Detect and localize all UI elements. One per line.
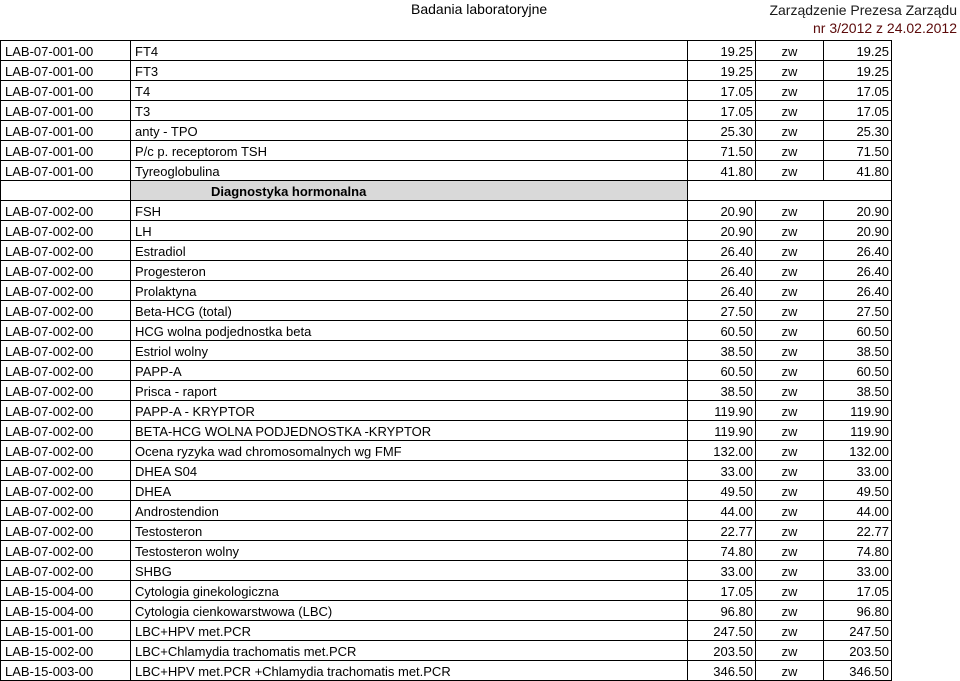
- procedure-code: LAB-07-001-00: [1, 41, 131, 61]
- test-name: FT4: [131, 41, 688, 61]
- price-gross: 119.90: [824, 421, 892, 441]
- procedure-code: LAB-15-001-00: [1, 621, 131, 641]
- vat-status: zw: [756, 101, 824, 121]
- table-row: [1, 641, 892, 661]
- price-gross: 38.50: [824, 341, 892, 361]
- table-row: [1, 501, 892, 521]
- vat-status: zw: [756, 581, 824, 601]
- section-title: Diagnostyka hormonalna: [131, 181, 688, 201]
- price: 60.50: [688, 361, 756, 381]
- price: 41.80: [688, 161, 756, 181]
- test-name: Cytologia cienkowarstwowa (LBC): [131, 601, 688, 621]
- test-name: PAPP-A: [131, 361, 688, 381]
- table-row: [1, 341, 892, 361]
- price-gross: 74.80: [824, 541, 892, 561]
- price-gross: 19.25: [824, 61, 892, 81]
- table-row: [1, 401, 892, 421]
- table-row: [1, 601, 892, 621]
- procedure-code: LAB-07-002-00: [1, 321, 131, 341]
- test-name: Estriol wolny: [131, 341, 688, 361]
- procedure-code: LAB-07-002-00: [1, 301, 131, 321]
- procedure-code: LAB-07-002-00: [1, 241, 131, 261]
- vat-status: zw: [756, 341, 824, 361]
- price: 20.90: [688, 201, 756, 221]
- price: 19.25: [688, 61, 756, 81]
- test-name: Androstendion: [131, 501, 688, 521]
- vat-status: zw: [756, 601, 824, 621]
- vat-status: zw: [756, 161, 824, 181]
- regulation-line-2: nr 3/2012 z 24.02.2012: [812, 20, 957, 36]
- price-gross: 71.50: [824, 141, 892, 161]
- price-gross: 17.05: [824, 81, 892, 101]
- test-name: Prisca - raport: [131, 381, 688, 401]
- price: 132.00: [688, 441, 756, 461]
- price-gross: 20.90: [824, 221, 892, 241]
- price-gross: 41.80: [824, 161, 892, 181]
- price-gross: 60.50: [824, 361, 892, 381]
- test-name: Beta-HCG (total): [131, 301, 688, 321]
- procedure-code: LAB-07-002-00: [1, 561, 131, 581]
- procedure-code: LAB-07-002-00: [1, 381, 131, 401]
- price-table-body: [1, 41, 892, 681]
- table-row: [1, 261, 892, 281]
- price-gross: 38.50: [824, 381, 892, 401]
- price: 96.80: [688, 601, 756, 621]
- procedure-code: LAB-15-003-00: [1, 661, 131, 681]
- price: 17.05: [688, 581, 756, 601]
- price: 17.05: [688, 81, 756, 101]
- regulation-reference: [769, 1, 957, 37]
- price: 44.00: [688, 501, 756, 521]
- table-row: [1, 521, 892, 541]
- vat-status: zw: [756, 41, 824, 61]
- procedure-code: LAB-07-002-00: [1, 201, 131, 221]
- procedure-code: LAB-07-001-00: [1, 81, 131, 101]
- test-name: Ocena ryzyka wad chromosomalnych wg FMF: [131, 441, 688, 461]
- price-gross: 17.05: [824, 101, 892, 121]
- procedure-code: LAB-15-004-00: [1, 601, 131, 621]
- price-gross: 25.30: [824, 121, 892, 141]
- table-row: [1, 81, 892, 101]
- price-table: [0, 40, 892, 681]
- test-name: LBC+HPV met.PCR +Chlamydia trachomatis met.PCR: [131, 661, 688, 681]
- test-name: DHEA S04: [131, 461, 688, 481]
- test-name: T4: [131, 81, 688, 101]
- price-gross: 247.50: [824, 621, 892, 641]
- table-row: [1, 361, 892, 381]
- price: 26.40: [688, 241, 756, 261]
- test-name: FT3: [131, 61, 688, 81]
- price: 60.50: [688, 321, 756, 341]
- table-row: [1, 101, 892, 121]
- price: 22.77: [688, 521, 756, 541]
- price-gross: 19.25: [824, 41, 892, 61]
- vat-status: zw: [756, 81, 824, 101]
- procedure-code: LAB-07-002-00: [1, 421, 131, 441]
- procedure-code: LAB-15-002-00: [1, 641, 131, 661]
- price: 20.90: [688, 221, 756, 241]
- test-name: Testosteron: [131, 521, 688, 541]
- procedure-code: LAB-07-002-00: [1, 541, 131, 561]
- procedure-code: LAB-07-001-00: [1, 141, 131, 161]
- vat-status: zw: [756, 621, 824, 641]
- test-name: DHEA: [131, 481, 688, 501]
- table-row: [1, 441, 892, 461]
- price: 247.50: [688, 621, 756, 641]
- vat-status: zw: [756, 201, 824, 221]
- procedure-code: LAB-07-002-00: [1, 401, 131, 421]
- table-row: [1, 621, 892, 641]
- vat-status: zw: [756, 241, 824, 261]
- price-gross: 119.90: [824, 401, 892, 421]
- test-name: Progesteron: [131, 261, 688, 281]
- procedure-code: LAB-15-004-00: [1, 581, 131, 601]
- vat-status: zw: [756, 521, 824, 541]
- vat-status: zw: [756, 441, 824, 461]
- price: 74.80: [688, 541, 756, 561]
- price: 203.50: [688, 641, 756, 661]
- test-name: PAPP-A - KRYPTOR: [131, 401, 688, 421]
- test-name: anty - TPO: [131, 121, 688, 141]
- price-gross: 96.80: [824, 601, 892, 621]
- vat-status: zw: [756, 61, 824, 81]
- vat-status: zw: [756, 221, 824, 241]
- price-gross: 346.50: [824, 661, 892, 681]
- table-row: [1, 121, 892, 141]
- price-gross: 33.00: [824, 461, 892, 481]
- price: 27.50: [688, 301, 756, 321]
- document-title: Badania laboratoryjne: [411, 1, 548, 17]
- price: 19.25: [688, 41, 756, 61]
- test-name: Prolaktyna: [131, 281, 688, 301]
- price-gross: 33.00: [824, 561, 892, 581]
- vat-status: zw: [756, 661, 824, 681]
- vat-status: zw: [756, 361, 824, 381]
- price: 26.40: [688, 281, 756, 301]
- procedure-code: LAB-07-001-00: [1, 161, 131, 181]
- vat-status: zw: [756, 401, 824, 421]
- test-name: P/c p. receptorom TSH: [131, 141, 688, 161]
- test-name: T3: [131, 101, 688, 121]
- section-header-row: [1, 181, 892, 201]
- price: 33.00: [688, 561, 756, 581]
- vat-status: zw: [756, 301, 824, 321]
- price: 26.40: [688, 261, 756, 281]
- test-name: Cytologia ginekologiczna: [131, 581, 688, 601]
- test-name: HCG wolna podjednostka beta: [131, 321, 688, 341]
- vat-status: zw: [756, 261, 824, 281]
- table-row: [1, 301, 892, 321]
- vat-status: zw: [756, 321, 824, 341]
- table-row: [1, 321, 892, 341]
- test-name: Estradiol: [131, 241, 688, 261]
- price: 119.90: [688, 401, 756, 421]
- procedure-code: LAB-07-002-00: [1, 481, 131, 501]
- procedure-code: LAB-07-002-00: [1, 441, 131, 461]
- vat-status: zw: [756, 641, 824, 661]
- vat-status: zw: [756, 561, 824, 581]
- table-row: [1, 161, 892, 181]
- price-gross: 17.05: [824, 581, 892, 601]
- procedure-code: LAB-07-002-00: [1, 501, 131, 521]
- vat-status: zw: [756, 281, 824, 301]
- regulation-line-1: Zarządzenie Prezesa Zarządu: [769, 2, 957, 18]
- vat-status: zw: [756, 381, 824, 401]
- price: 49.50: [688, 481, 756, 501]
- price-gross: 203.50: [824, 641, 892, 661]
- procedure-code: LAB-07-002-00: [1, 361, 131, 381]
- procedure-code: LAB-07-002-00: [1, 281, 131, 301]
- price-gross: 132.00: [824, 441, 892, 461]
- table-row: [1, 541, 892, 561]
- vat-status: zw: [756, 141, 824, 161]
- procedure-code: LAB-07-002-00: [1, 521, 131, 541]
- price-gross: 22.77: [824, 521, 892, 541]
- table-row: [1, 201, 892, 221]
- table-row: [1, 281, 892, 301]
- vat-status: zw: [756, 501, 824, 521]
- table-row: [1, 41, 892, 61]
- test-name: LBC+HPV met.PCR: [131, 621, 688, 641]
- vat-status: zw: [756, 421, 824, 441]
- price-gross: 44.00: [824, 501, 892, 521]
- procedure-code: LAB-07-001-00: [1, 101, 131, 121]
- price-gross: 26.40: [824, 261, 892, 281]
- test-name: LH: [131, 221, 688, 241]
- test-name: BETA-HCG WOLNA PODJEDNOSTKA -KRYPTOR: [131, 421, 688, 441]
- test-name: LBC+Chlamydia trachomatis met.PCR: [131, 641, 688, 661]
- section-spacer: [688, 181, 892, 201]
- table-row: [1, 421, 892, 441]
- test-name: FSH: [131, 201, 688, 221]
- table-row: [1, 461, 892, 481]
- table-row: [1, 381, 892, 401]
- table-row: [1, 221, 892, 241]
- test-name: Testosteron wolny: [131, 541, 688, 561]
- price: 38.50: [688, 381, 756, 401]
- table-row: [1, 141, 892, 161]
- vat-status: zw: [756, 461, 824, 481]
- procedure-code: LAB-07-002-00: [1, 341, 131, 361]
- section-spacer: [1, 181, 131, 201]
- test-name: Tyreoglobulina: [131, 161, 688, 181]
- price-gross: 60.50: [824, 321, 892, 341]
- price: 17.05: [688, 101, 756, 121]
- table-row: [1, 241, 892, 261]
- price: 25.30: [688, 121, 756, 141]
- price-gross: 27.50: [824, 301, 892, 321]
- vat-status: zw: [756, 121, 824, 141]
- vat-status: zw: [756, 481, 824, 501]
- price-gross: 26.40: [824, 241, 892, 261]
- table-row: [1, 661, 892, 681]
- procedure-code: LAB-07-002-00: [1, 221, 131, 241]
- table-row: [1, 561, 892, 581]
- test-name: SHBG: [131, 561, 688, 581]
- price: 71.50: [688, 141, 756, 161]
- table-row: [1, 61, 892, 81]
- price: 38.50: [688, 341, 756, 361]
- price: 346.50: [688, 661, 756, 681]
- table-row: [1, 481, 892, 501]
- price-gross: 20.90: [824, 201, 892, 221]
- procedure-code: LAB-07-001-00: [1, 121, 131, 141]
- procedure-code: LAB-07-002-00: [1, 461, 131, 481]
- price-gross: 26.40: [824, 281, 892, 301]
- price: 119.90: [688, 421, 756, 441]
- vat-status: zw: [756, 541, 824, 561]
- procedure-code: LAB-07-002-00: [1, 261, 131, 281]
- table-row: [1, 581, 892, 601]
- price: 33.00: [688, 461, 756, 481]
- procedure-code: LAB-07-001-00: [1, 61, 131, 81]
- price-gross: 49.50: [824, 481, 892, 501]
